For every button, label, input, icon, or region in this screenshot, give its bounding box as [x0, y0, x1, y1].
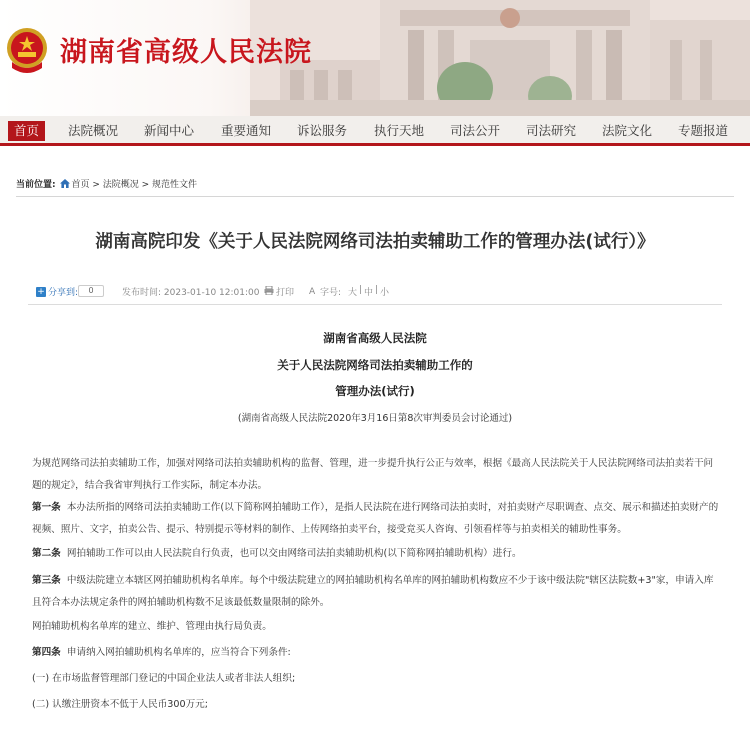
breadcrumb-divider	[16, 196, 734, 197]
font-size-separator: |	[359, 285, 363, 295]
share-count: 0	[78, 285, 104, 297]
publish-time: 发布时间: 2023-01-10 12:01:00	[122, 288, 260, 298]
meta-divider	[28, 304, 722, 305]
nav-item-enforcement[interactable]: 执行天地	[374, 123, 425, 138]
courthouse-banner-image	[250, 0, 750, 116]
nav-item-research[interactable]: 司法研究	[526, 123, 577, 138]
national-emblem-icon	[4, 24, 50, 76]
article-label: 第三条	[32, 575, 61, 586]
printer-icon	[264, 286, 274, 295]
nav-item-judicial-openness[interactable]: 司法公开	[450, 123, 501, 138]
doc-title-line1: 关于人民法院网络司法拍卖辅助工作的	[277, 358, 473, 372]
article-4: 第四条 申请纳入网拍辅助机构名单库的，应当符合下列条件:	[32, 647, 291, 658]
font-size-medium[interactable]: 中	[364, 288, 374, 298]
print-link[interactable]: 打印	[276, 288, 295, 298]
nav-item-litigation[interactable]: 诉讼服务	[297, 123, 348, 138]
article-label: 第一条	[32, 502, 61, 513]
share-label: 分享到:	[48, 288, 79, 298]
article-title: 湖南高院印发《关于人民法院网络司法拍卖辅助工作的管理办法(试行）》	[95, 232, 655, 252]
home-icon	[60, 179, 70, 188]
font-size-separator: |	[375, 285, 379, 295]
font-size-label: 字号:	[320, 288, 342, 298]
article-label: 第二条	[32, 548, 61, 559]
nav-item-notices[interactable]: 重要通知	[221, 123, 272, 138]
nav-item-home[interactable]: 首页	[8, 121, 45, 141]
share-plus-icon: +	[37, 286, 45, 297]
article-1: 第一条 本办法所指的网络司法拍卖辅助工作(以下简称网拍辅助工作），是指人民法院在进行网络司法拍卖时，对拍卖财产尽职调查、点交、展示和描述拍卖财产的视频、照片、文字，拍卖公告、提示、特别提示等材料的制作、上传网络拍卖平台，接受竞买人咨询、引领看样等与拍卖相关的辅助性事务。	[32, 502, 719, 535]
paragraph-management: 网拍辅助机构名单库的建立、维护、管理由执行局负责。	[32, 621, 272, 632]
font-size-small[interactable]: 小	[380, 288, 390, 298]
share-button[interactable]	[36, 285, 78, 298]
article-2: 第二条 网拍辅助工作可以由人民法院自行负责，也可以交由网络司法拍卖辅助机构(以下简称网拍辅助机构）进行。	[32, 548, 522, 559]
nav-item-culture[interactable]: 法院文化	[602, 123, 653, 138]
nav-item-court-overview[interactable]: 法院概况	[68, 123, 119, 138]
font-size-icon	[309, 286, 318, 295]
svg-text:A: A	[309, 287, 316, 295]
doc-adoption-note: (湖南省高级人民法院2020年3月16日第8次审判委员会讨论通过)	[237, 413, 513, 424]
article-3: 第三条 中级法院建立本辖区网拍辅助机构名单库。每个中级法院建立的网拍辅助机构名单库的网拍辅助机构数应不少于该中级法院"辖区法院数+3"家，申请入库且符合本办法规定条件的网拍辅助机构数不足该最低数量限制的除外。	[32, 575, 714, 608]
article-meta-bar	[28, 282, 722, 302]
site-title[interactable]: 湖南省高级人民法院	[60, 37, 312, 68]
site-header	[0, 0, 750, 116]
nav-item-special-reports[interactable]: 专题报道	[678, 123, 729, 138]
breadcrumb-path[interactable]: 首页 > 法院概况 > 规范性文件	[71, 180, 198, 190]
font-size-large[interactable]: 大	[348, 288, 358, 298]
breadcrumb-label: 当前位置:	[16, 180, 56, 190]
condition-1: (一) 在市场监督管理部门登记的中国企业法人或者非法人组织;	[32, 673, 296, 684]
article-label: 第四条	[32, 647, 61, 658]
nav-item-news[interactable]: 新闻中心	[144, 123, 195, 138]
main-nav	[0, 116, 750, 146]
breadcrumb	[16, 177, 197, 190]
paragraph-intro: 为规范网络司法拍卖辅助工作，加强对网络司法拍卖辅助机构的监督、管理，进一步提升执行公正与效率，根据《最高人民法院关于人民法院网络司法拍卖若干问题的规定》，结合我省审判执行工作实际，制定本办法。	[32, 458, 714, 491]
condition-2: (二) 认缴注册资本不低于人民币300万元;	[32, 699, 208, 710]
doc-title-line2: 管理办法(试行)	[335, 384, 415, 398]
doc-court-name: 湖南省高级人民法院	[323, 331, 427, 345]
